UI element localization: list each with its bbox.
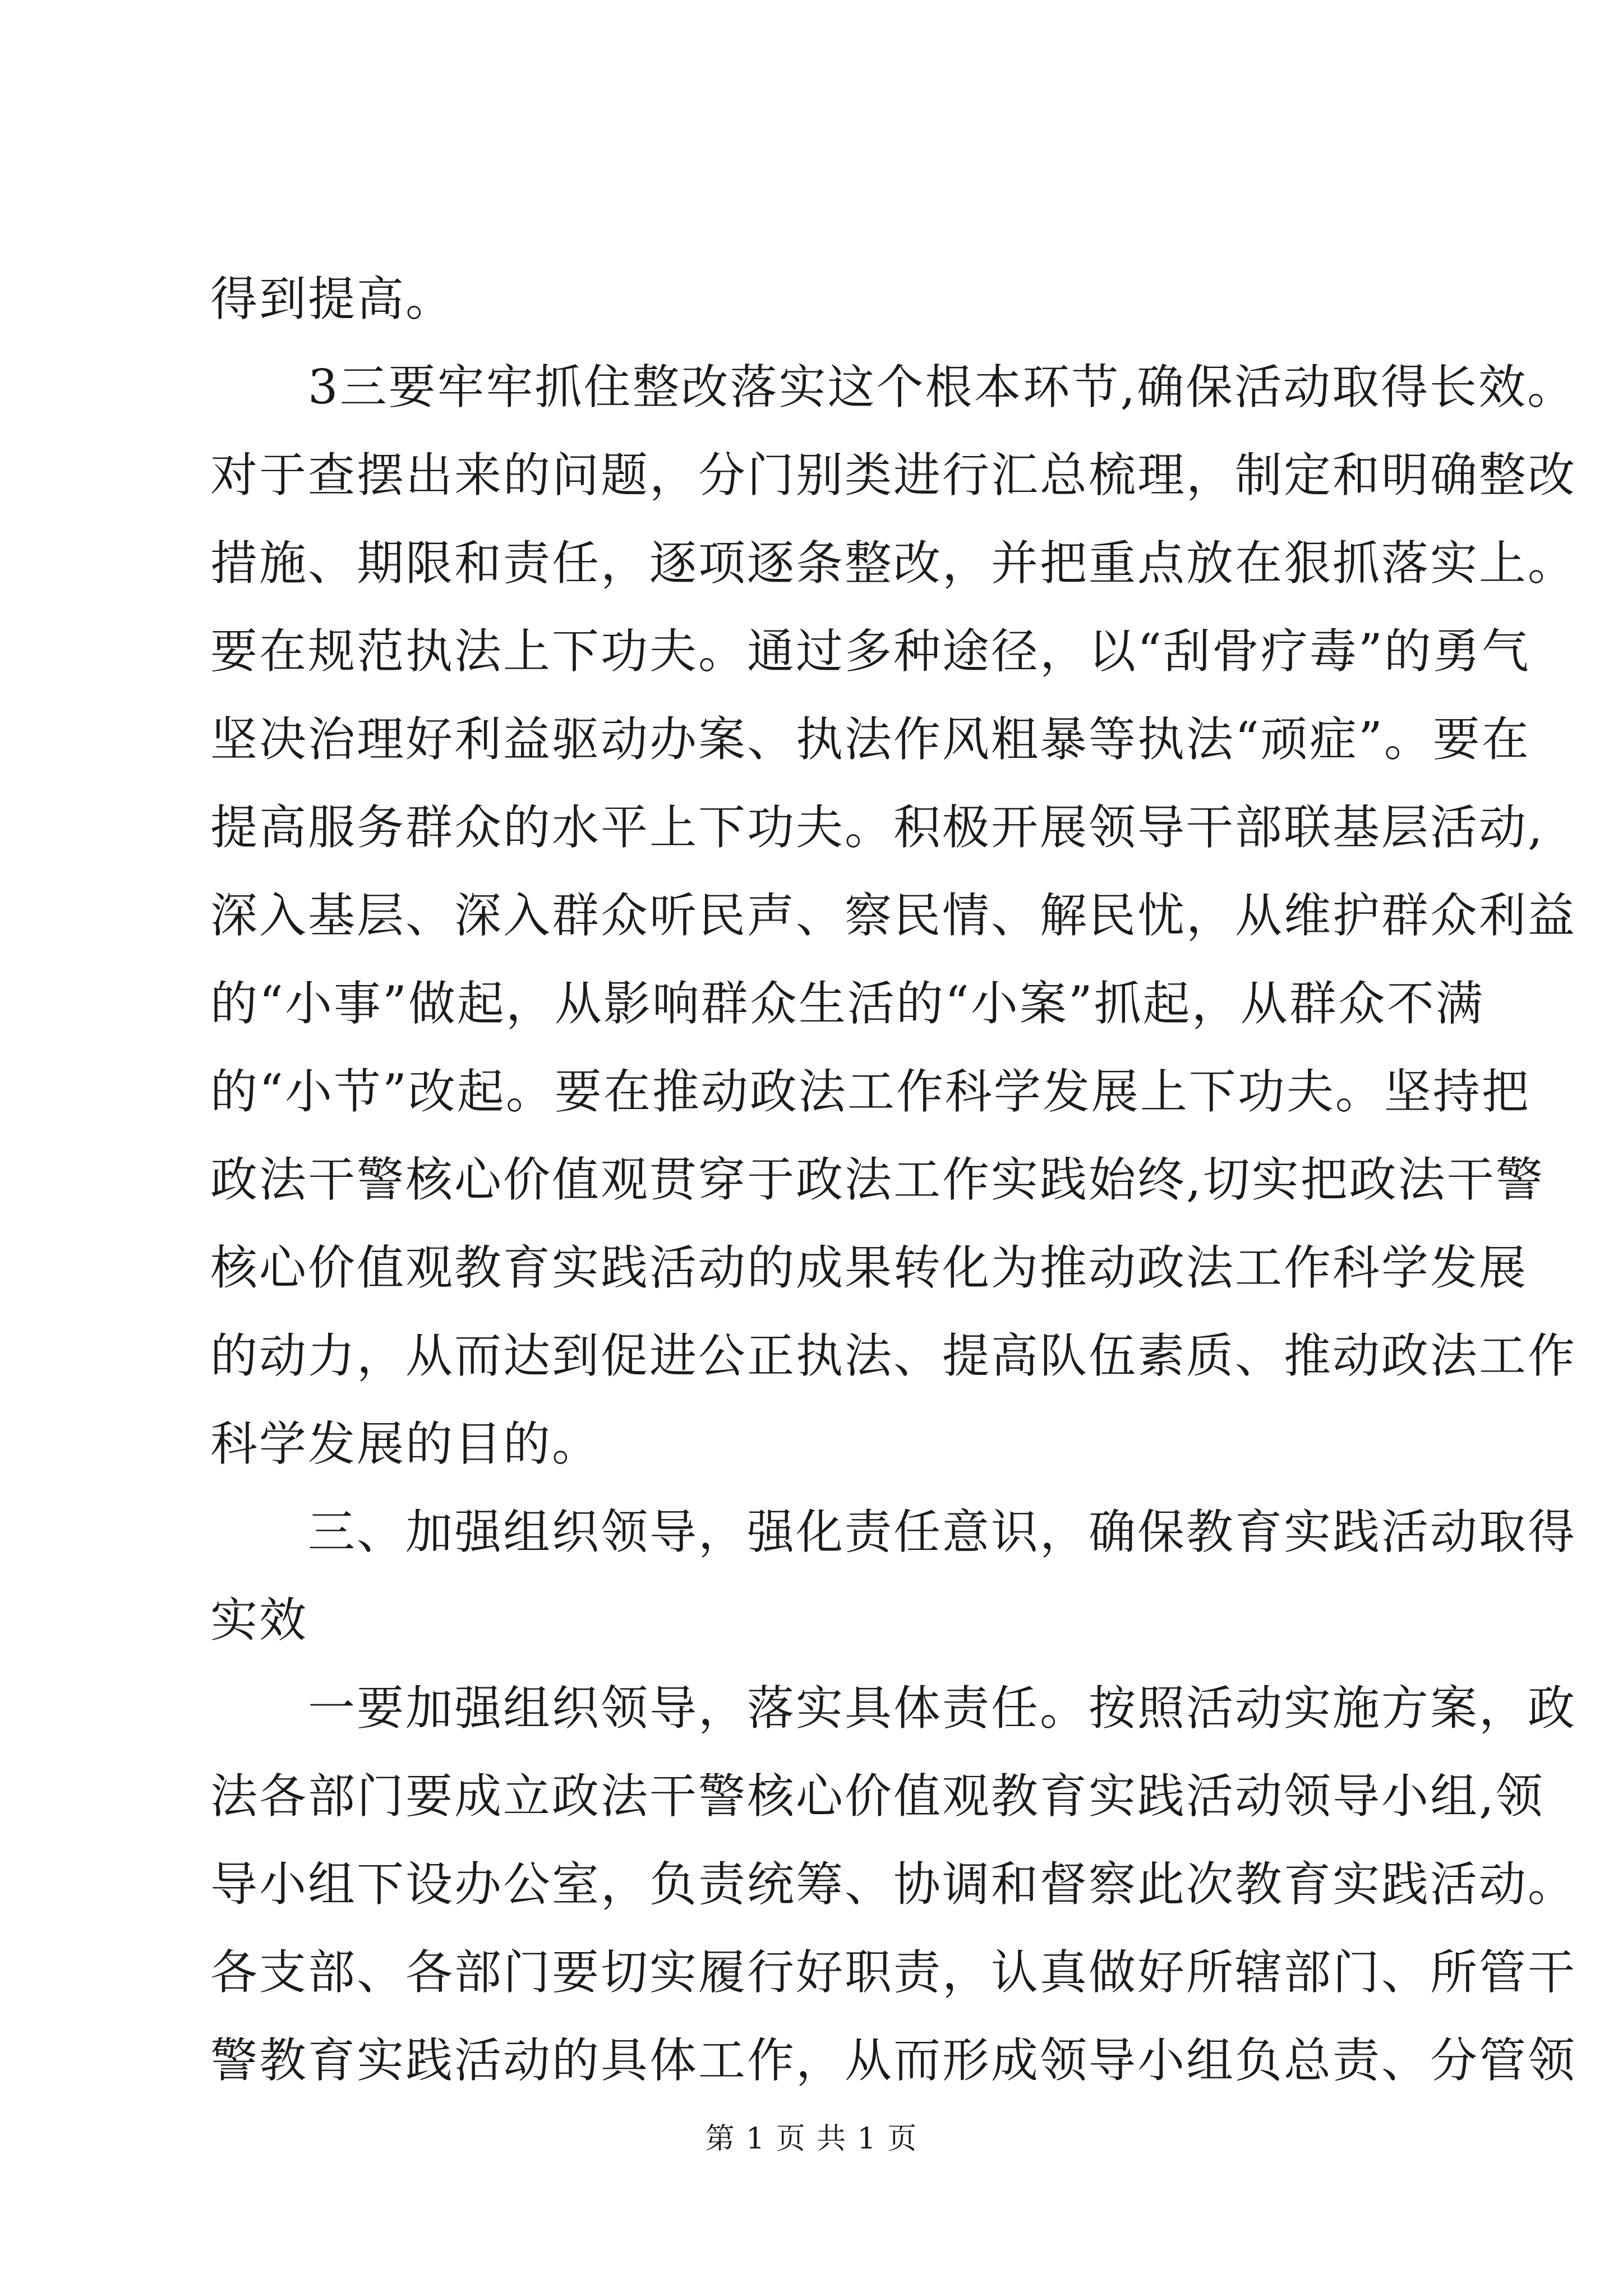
page-footer <box>0 2115 1623 2157</box>
text-line: 核心价值观教育实践活动的成果转化为推动政法工作科学发展 <box>210 1240 1528 1295</box>
text-line: 对于查摆出来的问题，分门别类进行汇总梳理，制定和明确整改 <box>210 448 1577 503</box>
text-line: 警教育实践活动的具体工作，从而形成领导小组负总责、分管领 <box>210 2033 1577 2088</box>
text-line: 科学发展的目的。 <box>210 1416 601 1471</box>
text-line: 的“小节”改起。要在推动政法工作科学发展上下功夫。坚持把 <box>210 1064 1530 1119</box>
text-line: 深入基层、深入群众听民声、察民情、解民忧，从维护群众利益 <box>210 888 1577 943</box>
text-line: 各支部、各部门要切实履行好职责，认真做好所辖部门、所管干 <box>210 1945 1577 2000</box>
text-line: 政法干警核心价值观贯穿于政法工作实践始终,切实把政法干警 <box>210 1152 1544 1207</box>
text-line: 要在规范执法上下功夫。通过多种途径，以“刮骨疗毒”的勇气 <box>210 624 1530 679</box>
text-line: 一要加强组织领导，落实具体责任。按照活动实施方案，政 <box>210 1681 1577 1736</box>
page-number-label: 第 1 页 共 1 页 <box>705 2122 918 2156</box>
text-line: 得到提高。 <box>210 272 455 326</box>
document-body <box>210 255 1577 2105</box>
text-line: 坚决治理好利益驱动办案、执法作风粗暴等执法“顽症”。要在 <box>210 712 1530 767</box>
text-line: 法各部门要成立政法干警核心价值观教育实践活动领导小组,领 <box>210 1769 1544 1824</box>
text-line: 提高服务群众的水平上下功夫。积极开展领导干部联基层活动, <box>210 800 1544 855</box>
section-heading-continued: 实效 <box>210 1593 308 1648</box>
text-line: 措施、期限和责任，逐项逐条整改，并把重点放在狠抓落实上。 <box>210 536 1577 591</box>
section-heading: 三、加强组织领导，强化责任意识，确保教育实践活动取得 <box>210 1504 1577 1559</box>
text-line: 3三要牢牢抓住整改落实这个根本环节,确保活动取得长效。 <box>210 360 1576 415</box>
text-line: 的“小事”做起，从影响群众生活的“小案”抓起，从群众不满 <box>210 976 1484 1031</box>
text-line: 导小组下设办公室，负责统筹、协调和督察此次教育实践活动。 <box>210 1857 1577 1912</box>
text-line: 的动力，从而达到促进公正执法、提高队伍素质、推动政法工作 <box>210 1328 1577 1383</box>
